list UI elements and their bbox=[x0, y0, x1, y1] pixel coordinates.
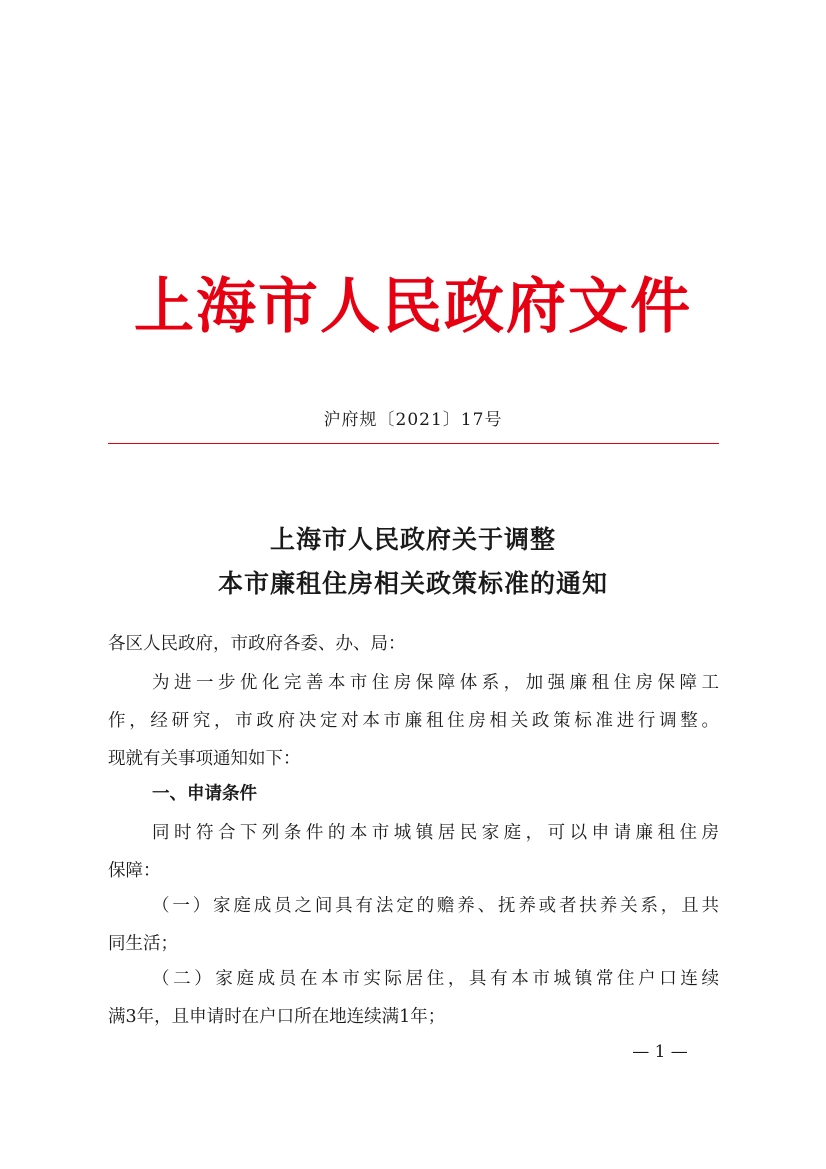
masthead-title: 上海市人民政府文件 bbox=[134, 272, 692, 342]
notice-title-line-1: 上海市人民政府关于调整 bbox=[269, 525, 556, 554]
notice-title-line-2: 本市廉租住房相关政策标准的通知 bbox=[217, 569, 608, 598]
item-1-line-2: 同生活； bbox=[108, 934, 178, 954]
section-1-heading: 一、申请条件 bbox=[152, 784, 257, 804]
document-number: 沪府规〔2021〕17号 bbox=[323, 410, 503, 430]
section-1-paragraph-line-1: 同时符合下列条件的本市城镇居民家庭，可以申请廉租住房 bbox=[152, 823, 719, 843]
red-divider-line bbox=[108, 443, 719, 444]
section-1-paragraph-line-2: 保障： bbox=[108, 861, 161, 881]
salutation: 各区人民政府，市政府各委、办、局： bbox=[108, 634, 406, 654]
item-2-line-1: （二）家庭成员在本市实际居住，具有本市城镇常住户口连续 bbox=[152, 969, 719, 989]
intro-paragraph-line-1: 为进一步优化完善本市住房保障体系，加强廉租住房保障工 bbox=[152, 673, 719, 693]
item-1-line-1: （一）家庭成员之间具有法定的赡养、抚养或者扶养关系，且共 bbox=[152, 896, 719, 916]
intro-paragraph-line-2: 作，经研究，市政府决定对本市廉租住房相关政策标准进行调整。 bbox=[108, 711, 719, 731]
intro-paragraph-line-3: 现就有关事项通知如下： bbox=[108, 749, 301, 769]
item-2-line-2: 满3年，且申请时在户口所在地连续满1年； bbox=[108, 1007, 446, 1027]
page-number: — 1 — bbox=[632, 1042, 688, 1062]
